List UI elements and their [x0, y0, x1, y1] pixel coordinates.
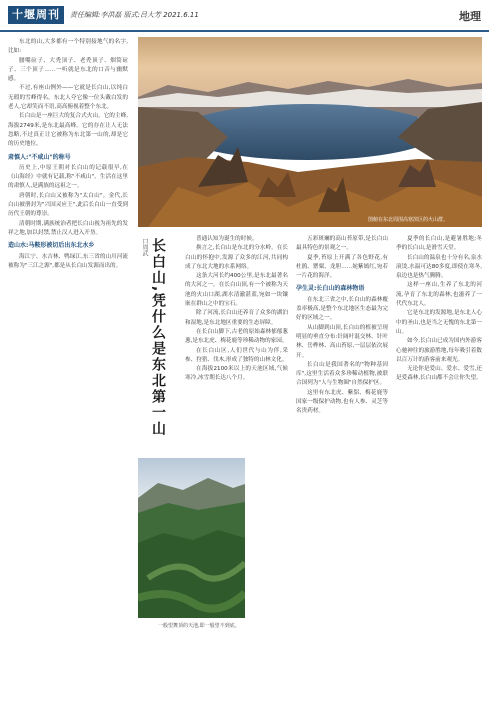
paragraph: 无论你是爱山、爱水、爱雪,还是爱森林,长白山都不会让你失望。	[396, 366, 482, 382]
author-byline: 口周武	[141, 238, 148, 256]
paragraph: 它是东北的发源地,是东北人心中的圣山,也是当之无愧的东北第一山。	[396, 310, 482, 335]
column-1	[8, 38, 128, 698]
paragraph: 换言之,长白山是东北的分水岭。在长白山的怀抱中,发源了众多的江河,共同构成了东北大地的水系网络。	[185, 245, 288, 270]
publication-logo: 十堰周刊	[8, 6, 64, 24]
paragraph: 在东北三省之中,长白山的森林覆盖率极高,是整个东北地区生态最为完好的区域之一。	[296, 296, 388, 322]
paragraph: 长白山是我国著名的"物种基因库",这里生活着众多珍稀动植物,被联合国列为"人与生物圈"自然保护区。	[296, 361, 388, 387]
paragraph: 东北的山,大多都有一个特别接地气的名字,比如:	[8, 39, 128, 55]
paragraph: 夏季,苔原上开满了各色野花,有杜鹃、罂粟、龙胆……姹紫嫣红,宛若一片花的海洋。	[296, 254, 388, 280]
paragraph: 这条大河长约400公里,是东北最著名的大河之一。在长白山顶,有一个被称为天池的火山口湖,湖水清澈湛蓝,宛如一块镶嵌在群山之中的宝石。	[185, 273, 288, 308]
paragraph: 唐朝时,长白山又被称为"太白山"。金代,长白山被册封为"兴国灵应王",此后长白山一直受到历代王朝的尊崇。	[8, 192, 128, 218]
paragraph: 在海拔2100米以上的天池区域,气候寒冷,冰雪期长达八个月。	[185, 366, 288, 382]
paragraph: 在长白山脚下,古老的原始森林郁郁葱葱,是东北虎、梅花鹿等珍稀动物的家园。	[185, 328, 288, 345]
article-title-block	[140, 238, 178, 448]
paragraph: 长白山是一座巨大的复合式火山。它的主峰,海拔2749米,是东北最高峰。它的存在让人无法忽略,不过真正让它被称为东北第一山的,却是它的历史地位。	[8, 113, 128, 148]
paragraph: 这里有东北虎、紫貂、梅花鹿等国家一级保护动物,也有人参、灵芝等名贵药材。	[296, 389, 388, 415]
paragraph: 不过,有座山例外——它就是长白山,以纯白无瑕的雪峰得名。东北人夸它像一位头戴白发的老人,它却笑而不语,高高俯视着整个东北。	[8, 85, 128, 111]
column-5	[396, 235, 482, 700]
main-photo-caption: 图俯在东北周围高寒滨区的火山群。	[368, 217, 449, 223]
subheading: 造山水:马鞍形被切后出东北水乡	[8, 242, 95, 250]
paragraph: 长白山的温泉也十分有名,泉水滚烫,水温可达80多度,即使在寒冬,泉边也是热气腾腾。	[396, 254, 482, 280]
paragraph: 从山脚到山顶,长白山的植被呈现明显的垂直分布:针阔叶混交林、针叶林、岳桦林、高山苔原,一层层依次展开。	[296, 324, 388, 359]
subheading: 孕生灵:长白山的森林物语	[296, 285, 365, 293]
paragraph: 历史上,中原王朝对长白山的记载很早,在《山海经》中就有记载,称"不咸山"。生活在这里的肃慎人,是满族的远祖之一。	[8, 164, 128, 190]
paragraph: 如今,长白山已成为国内外游客心驰神往的旅游胜地,每年吸引着数以百万计的游客前来观光。	[396, 338, 482, 363]
paragraph: 除了河流,长白山还养育了众多的湖泊和湿地,是东北地区重要的生态屏障。	[185, 310, 288, 326]
paragraph: 腰嘴砬子、大秃顶子、老秃顶子、烟筒砬子、三个顶子……一听就是东北的口音与幽默感。	[8, 57, 128, 83]
paragraph: 夏季的长白山,是避暑胜地;冬季的长白山,是滑雪天堂。	[396, 236, 482, 252]
paragraph: 五彩斑斓的高山苔原带,是长白山最具特色的景观之一。	[296, 236, 388, 252]
section-label: 地理	[459, 10, 481, 23]
subheading: 肃慎人:"不咸山"的称号	[8, 153, 71, 161]
paragraph: 这样一座山,生养了东北的河流,孕育了东北的森林,也滋养了一代代东北人。	[396, 282, 482, 308]
column-4	[296, 235, 388, 700]
paragraph: 海江宁、水吉林、鸭绿江,东三省的山川河流被称为"三江之源",都是从长白山发源而出的。	[8, 253, 128, 269]
paragraph: 在长白山区,人们世代与山为伴,采参、狩猎、伐木,形成了独特的山林文化。	[185, 347, 288, 363]
column-3	[185, 235, 288, 700]
paragraph: 清朝时期,满族统治者把长白山视为祖先的发祥之地,加以封禁,禁止汉人进入开垦。	[8, 220, 128, 236]
tianchi-lake-photo	[138, 37, 482, 227]
editor-credits: 责任编辑:李洪磊 版式:吕大芳 2021.6.11	[70, 11, 199, 19]
paragraph: 普通认知为诞生的时候。	[196, 236, 258, 242]
side-photo-caption: 一般望舞顶的天池,即一般望不到底。	[158, 623, 240, 629]
article-title: 长白山,凭什么是东北第一山	[150, 238, 166, 438]
page-header	[0, 0, 489, 32]
